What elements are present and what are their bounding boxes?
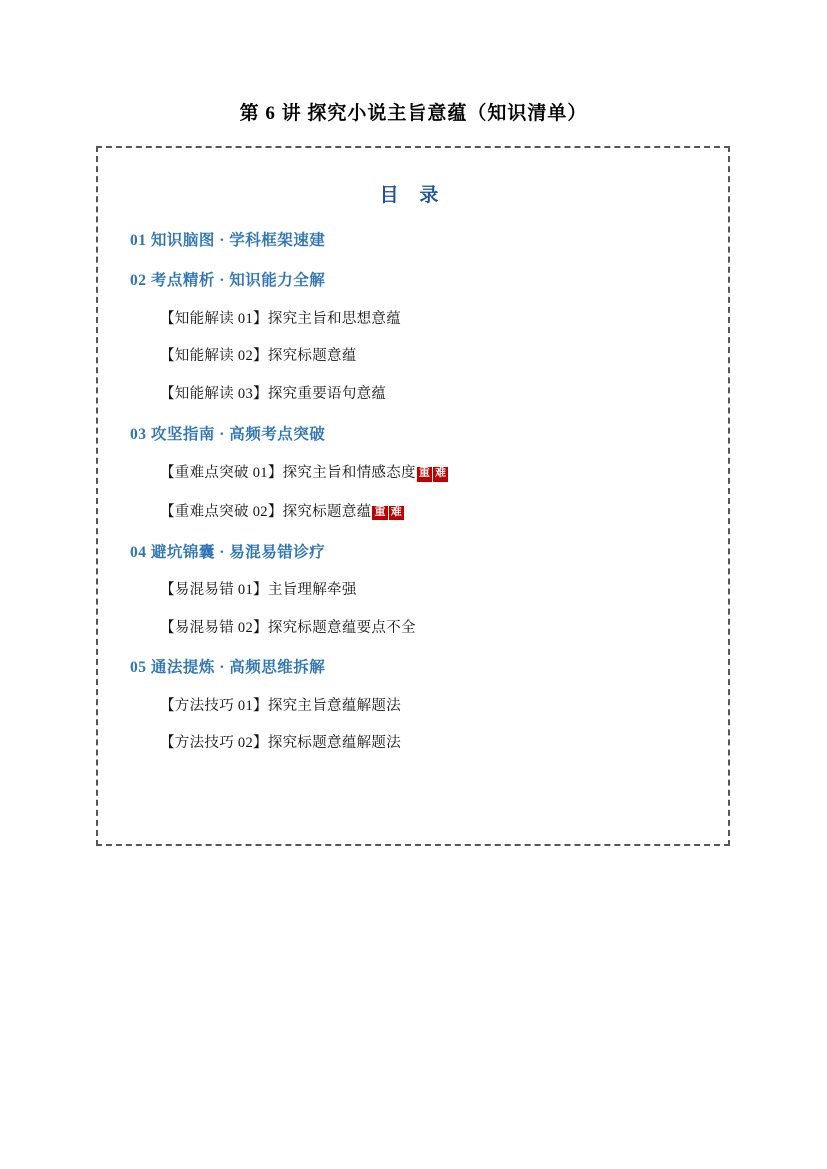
status-badge: 难 bbox=[388, 505, 405, 522]
table-of-contents-box bbox=[96, 146, 730, 846]
toc-item-label: 【知能解读 03】探究重要语句意蕴 bbox=[160, 386, 387, 402]
toc-heading: 目 录 bbox=[379, 185, 447, 206]
toc-item-label: 02 考点精析 · 知识能力全解 bbox=[130, 272, 326, 290]
toc-sub-item[interactable] bbox=[98, 580, 728, 602]
toc-sub-item[interactable] bbox=[98, 696, 728, 718]
toc-sub-item[interactable] bbox=[98, 384, 728, 406]
status-badge: 难 bbox=[432, 466, 449, 483]
toc-sub-item[interactable] bbox=[98, 501, 728, 524]
toc-section-item[interactable] bbox=[98, 423, 728, 446]
badge-group bbox=[417, 462, 450, 484]
toc-section-item[interactable] bbox=[98, 229, 728, 252]
toc-section-item[interactable] bbox=[98, 541, 728, 564]
status-badge: 重 bbox=[416, 466, 433, 483]
toc-item-label: 【重难点突破 01】探究主旨和情感态度 bbox=[160, 465, 416, 481]
toc-item-label: 【易混易错 01】主旨理解牵强 bbox=[160, 581, 357, 598]
toc-sub-item[interactable] bbox=[98, 346, 728, 368]
toc-item-label: 01 知识脑图 · 学科框架速建 bbox=[130, 232, 326, 249]
badge-group bbox=[372, 501, 405, 523]
toc-sub-item[interactable] bbox=[98, 618, 728, 640]
toc-sub-item[interactable] bbox=[98, 462, 728, 485]
toc-item-label: 【方法技巧 01】探究主旨意蕴解题法 bbox=[160, 697, 402, 714]
toc-list bbox=[98, 229, 728, 755]
toc-item-label: 05 通法提炼 · 高频思维拆解 bbox=[130, 659, 326, 677]
toc-item-label: 【知能解读 02】探究标题意蕴 bbox=[160, 348, 357, 365]
toc-section-item[interactable] bbox=[98, 269, 728, 292]
toc-sub-item[interactable] bbox=[98, 309, 728, 331]
toc-item-label: 03 攻坚指南 · 高频考点突破 bbox=[130, 425, 326, 443]
toc-item-label: 【知能解读 01】探究主旨和思想意蕴 bbox=[160, 310, 402, 327]
status-badge: 重 bbox=[371, 505, 388, 522]
toc-item-label: 04 避坑锦囊 · 易混易错诊疗 bbox=[130, 543, 326, 561]
toc-item-label: 【易混易错 02】探究标题意蕴要点不全 bbox=[160, 619, 416, 636]
toc-sub-item[interactable] bbox=[98, 733, 728, 755]
toc-item-label: 【重难点突破 02】探究标题意蕴 bbox=[160, 503, 372, 520]
page-title: 第 6 讲 探究小说主旨意蕴（知识清单） bbox=[239, 103, 588, 124]
toc-item-label: 【方法技巧 02】探究标题意蕴解题法 bbox=[160, 735, 402, 752]
toc-section-item[interactable] bbox=[98, 656, 728, 679]
